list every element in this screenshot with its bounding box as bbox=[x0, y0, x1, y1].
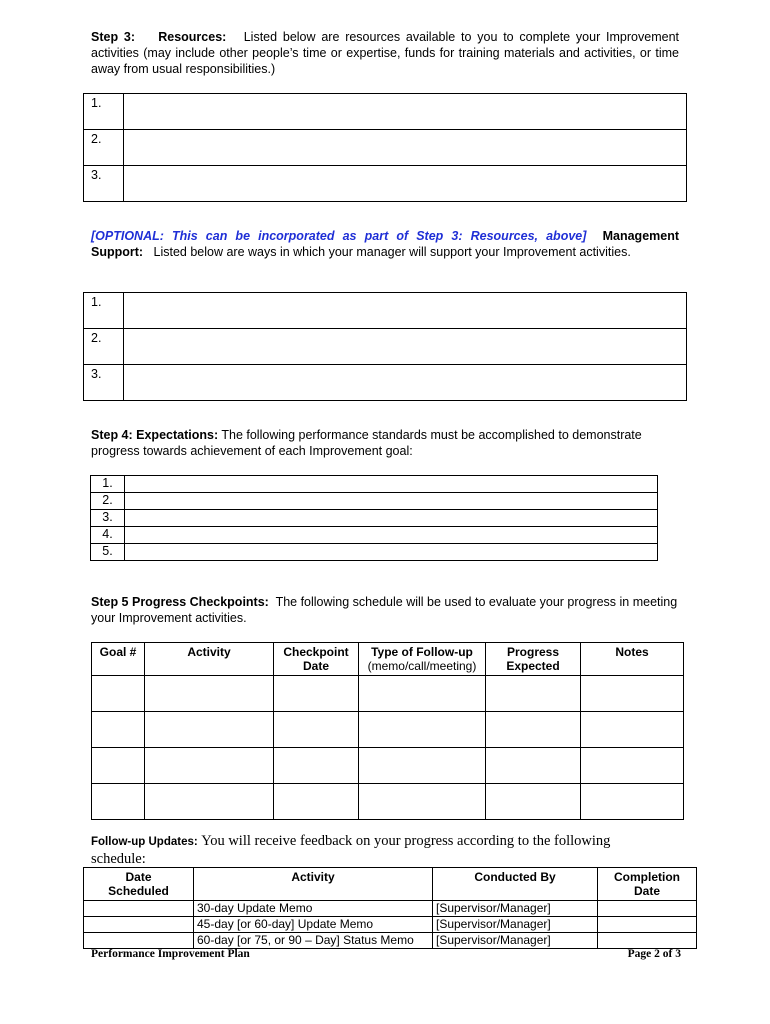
table-row bbox=[92, 748, 684, 784]
expectation-entry-1[interactable] bbox=[125, 476, 658, 493]
support-entry-3[interactable] bbox=[124, 365, 687, 401]
expectations-table bbox=[90, 475, 658, 561]
step3-paragraph bbox=[91, 29, 679, 77]
row-number: 1. bbox=[91, 476, 125, 493]
optional-note: [OPTIONAL: This can be incorporated as part of Step 3: Resources, above] bbox=[91, 229, 587, 243]
resource-entry-1[interactable] bbox=[124, 94, 687, 130]
row-number: 1. bbox=[84, 293, 124, 329]
col-conducted-by: Conducted By bbox=[433, 868, 598, 901]
table-row bbox=[84, 94, 687, 130]
table-row bbox=[91, 493, 658, 510]
page-number: Page 2 of 3 bbox=[627, 948, 681, 960]
table-row bbox=[92, 676, 684, 712]
col-followup-type: Type of Follow-up (memo/call/meeting) bbox=[359, 643, 486, 676]
resources-table bbox=[83, 93, 687, 202]
table-row bbox=[91, 544, 658, 561]
table-row bbox=[84, 901, 697, 917]
col-goal: Goal # bbox=[92, 643, 145, 676]
table-row bbox=[92, 712, 684, 748]
row-number: 3. bbox=[84, 365, 124, 401]
management-support-heading: Management Support: bbox=[91, 229, 680, 259]
footer-title: Performance Improvement Plan bbox=[91, 948, 250, 960]
row-number: 2. bbox=[84, 130, 124, 166]
expectation-entry-3[interactable] bbox=[125, 510, 658, 527]
step3-heading: Resources: bbox=[158, 30, 227, 44]
col-completion-date: Completion Date bbox=[598, 868, 697, 901]
step5-paragraph bbox=[91, 594, 679, 626]
col-activity: Activity bbox=[194, 868, 433, 901]
table-row bbox=[91, 476, 658, 493]
conducted-by-cell: [Supervisor/Manager] bbox=[433, 917, 598, 933]
table-row bbox=[92, 784, 684, 820]
step4-text: The following performance standards must be accomplished to demonstrate progress towards achievement of each Improvement goal: bbox=[91, 428, 642, 458]
row-number: 2. bbox=[84, 329, 124, 365]
table-row bbox=[84, 933, 697, 949]
activity-cell: 30-day Update Memo bbox=[194, 901, 433, 917]
expectation-entry-5[interactable] bbox=[125, 544, 658, 561]
table-row bbox=[84, 917, 697, 933]
table-row bbox=[84, 293, 687, 329]
col-checkpoint-date: Checkpoint Date bbox=[274, 643, 359, 676]
table-row bbox=[84, 166, 687, 202]
row-number: 4. bbox=[91, 527, 125, 544]
table-row bbox=[84, 329, 687, 365]
progress-checkpoints-table bbox=[91, 642, 684, 820]
support-entry-2[interactable] bbox=[124, 329, 687, 365]
row-number: 2. bbox=[91, 493, 125, 510]
table-header-row bbox=[92, 643, 684, 676]
management-support-table bbox=[83, 292, 687, 401]
step5-text: The following schedule will be used to evaluate your progress in meeting your Improvement activities. bbox=[91, 595, 678, 625]
expectation-entry-2[interactable] bbox=[125, 493, 658, 510]
followup-heading: Follow-up Updates bbox=[91, 836, 194, 848]
table-header-row bbox=[84, 868, 697, 901]
table-row bbox=[91, 510, 658, 527]
step3-text: Listed below are resources available to you to complete your Improvement activities (may include other people’s time or expertise, funds for training materials and activities, or time away from usual responsibilities.) bbox=[91, 30, 679, 76]
resource-entry-2[interactable] bbox=[124, 130, 687, 166]
step3-label: Step 3: bbox=[91, 30, 136, 44]
table-row bbox=[84, 130, 687, 166]
col-progress-expected: Progress Expected bbox=[486, 643, 581, 676]
resource-entry-3[interactable] bbox=[124, 166, 687, 202]
row-number: 3. bbox=[91, 510, 125, 527]
table-row bbox=[84, 365, 687, 401]
expectation-entry-4[interactable] bbox=[125, 527, 658, 544]
optional-paragraph bbox=[91, 228, 679, 260]
activity-cell: 45-day [or 60-day] Update Memo bbox=[194, 917, 433, 933]
col-activity: Activity bbox=[145, 643, 274, 676]
col-notes: Notes bbox=[581, 643, 684, 676]
row-number: 1. bbox=[84, 94, 124, 130]
row-number: 3. bbox=[84, 166, 124, 202]
row-number: 5. bbox=[91, 544, 125, 561]
col-date-scheduled: Date Scheduled bbox=[84, 868, 194, 901]
step5-heading: Step 5 Progress Checkpoints: bbox=[91, 595, 269, 609]
activity-cell: 60-day [or 75, or 90 – Day] Status Memo bbox=[194, 933, 433, 949]
followup-schedule-table bbox=[83, 867, 697, 949]
support-entry-1[interactable] bbox=[124, 293, 687, 329]
table-row bbox=[91, 527, 658, 544]
optional-text: Listed below are ways in which your manager will support your Improvement activities. bbox=[153, 245, 631, 259]
step4-heading: Step 4: Expectations: bbox=[91, 428, 219, 442]
conducted-by-cell: [Supervisor/Manager] bbox=[433, 933, 598, 949]
conducted-by-cell: [Supervisor/Manager] bbox=[433, 901, 598, 917]
step4-paragraph bbox=[91, 427, 651, 459]
followup-text: You will receive feedback on your progress according to the following schedule: bbox=[91, 833, 611, 867]
followup-paragraph: Follow-up Updates: You will receive feedback on your progress according to the following schedule: bbox=[91, 833, 611, 867]
